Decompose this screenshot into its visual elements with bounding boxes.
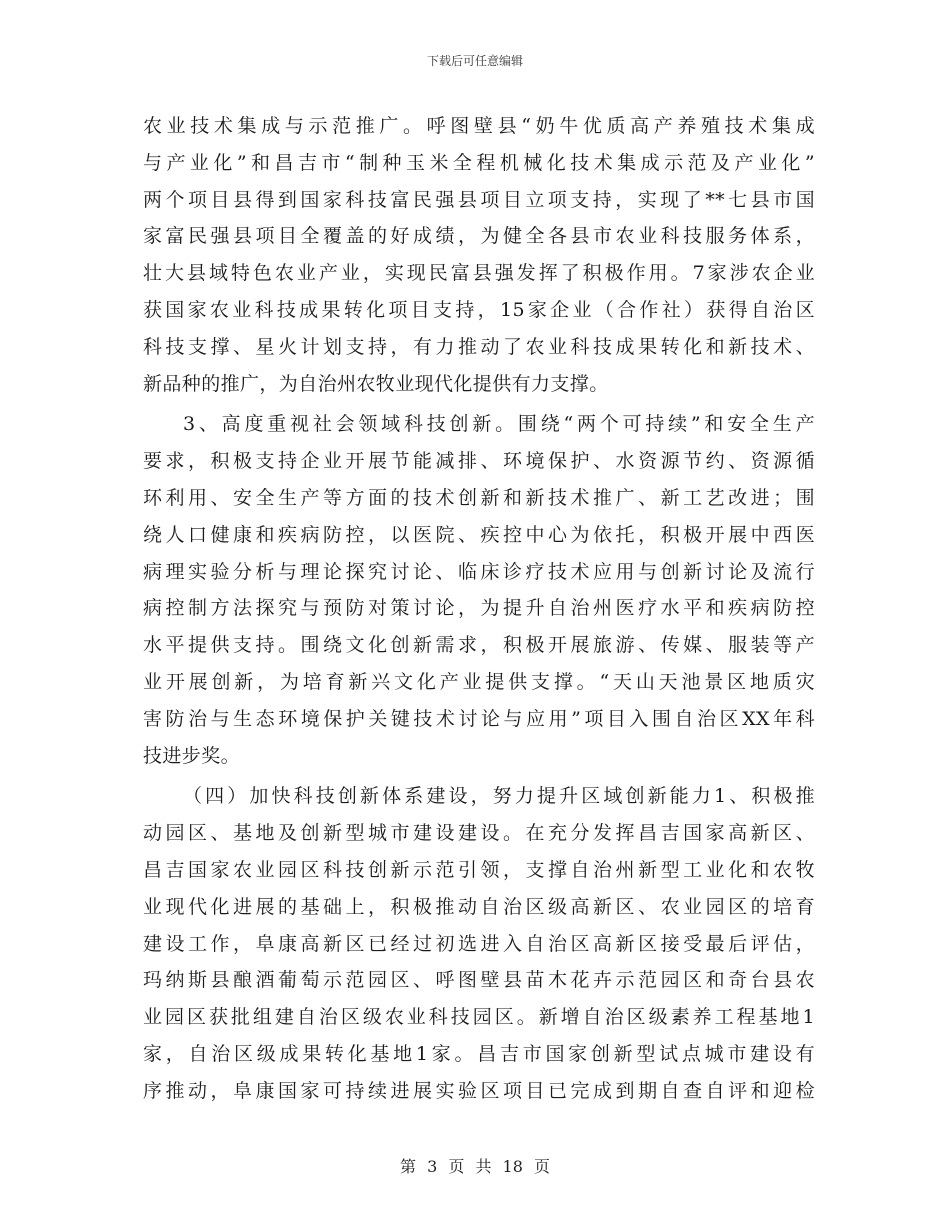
text-line: 病理实验分析与理论探究讨论、临床诊疗技术应用与创新讨论及流行 [143, 560, 815, 583]
text-line: 科技支撑、星火计划支持，有力推动了农业科技成果转化和新技术、 [143, 335, 815, 358]
text-line: 要求，积极支持企业开展节能减排、环境保护、水资源节约、资源循 [143, 450, 815, 473]
text-line: 建设工作，阜康高新区已经过初选进入自治区高新区接受最后评估， [143, 932, 815, 955]
text-line: 壮大县域特色农业产业，实现民富县强发挥了积极作用。7家涉农企业 [143, 262, 815, 285]
page-header: 下载后可任意编辑 [426, 54, 523, 68]
text-line: 两个项目县得到国家科技富民强县项目立项支持，实现了**七县市国 [143, 188, 815, 211]
text-line: （四）加快科技创新体系建设，努力提升区域创新能力1、积极推 [183, 785, 815, 808]
text-line: 获国家农业科技成果转化项目支持，15家企业（合作社）获得自治区 [143, 298, 815, 321]
text-line: 新品种的推广，为自治州农牧业现代化提供有力支撑。 [143, 372, 609, 395]
text-line: 绕人口健康和疾病防控，以医院、疾控中心为依托，积极开展中西医 [143, 523, 815, 546]
text-line: 水平提供支持。围绕文化创新需求，积极开展旅游、传媒、服装等产 [143, 634, 815, 657]
text-line: 昌吉国家农业园区科技创新示范引领，支撑自治州新型工业化和农牧 [143, 858, 815, 881]
document-body [143, 108, 815, 1114]
text-line: 业现代化进展的基础上，积极推动自治区级高新区、农业园区的培育 [143, 895, 815, 918]
text-line: 业开展创新，为培育新兴文化产业提供支撑。“天山天池景区地质灾 [143, 670, 815, 693]
paragraph-innovation-system [143, 778, 815, 1109]
text-line: 农业技术集成与示范推广。呼图壁县“奶牛优质高产养殖技术集成 [143, 115, 815, 137]
text-line: 与产业化”和昌吉市“制种玉米全程机械化技术集成示范及产业化” [143, 151, 815, 174]
text-line: 病控制方法探究与预防对策讨论，为提升自治州医疗水平和疾病防控 [143, 597, 815, 620]
paragraph-social-innovation [143, 406, 815, 774]
page-number-footer: 第 3 页 共 18 页 [400, 1157, 550, 1176]
text-line: 玛纳斯县酿酒葡萄示范园区、呼图壁县苗木花卉示范园区和奇台县农 [143, 969, 815, 992]
text-line: 害防治与生态环境保护关键技术讨论与应用”项目入围自治区XX年科 [143, 707, 815, 730]
text-line: 技进步奖。 [143, 744, 241, 767]
text-line: 家富民强县项目全覆盖的好成绩，为健全各县市农业科技服务体系， [143, 225, 815, 248]
text-line: 序推动，阜康国家可持续进展实验区项目已完成到期自查自评和迎检 [143, 1079, 815, 1102]
text-line: 业园区获批组建自治区级农业科技园区。新增自治区级素养工程基地1 [143, 1006, 815, 1029]
text-line: 3、高度重视社会领域科技创新。围绕“两个可持续”和安全生产 [183, 413, 815, 436]
text-line: 环利用、安全生产等方面的技术创新和新技术推广、新工艺改进；围 [143, 486, 815, 509]
text-line: 动园区、基地及创新型城市建设建设。在充分发挥昌吉国家高新区、 [143, 822, 815, 845]
text-line: 家，自治区级成果转化基地1家。昌吉市国家创新型试点城市建设有 [143, 1042, 815, 1065]
paragraph-agri-tech [143, 108, 815, 402]
